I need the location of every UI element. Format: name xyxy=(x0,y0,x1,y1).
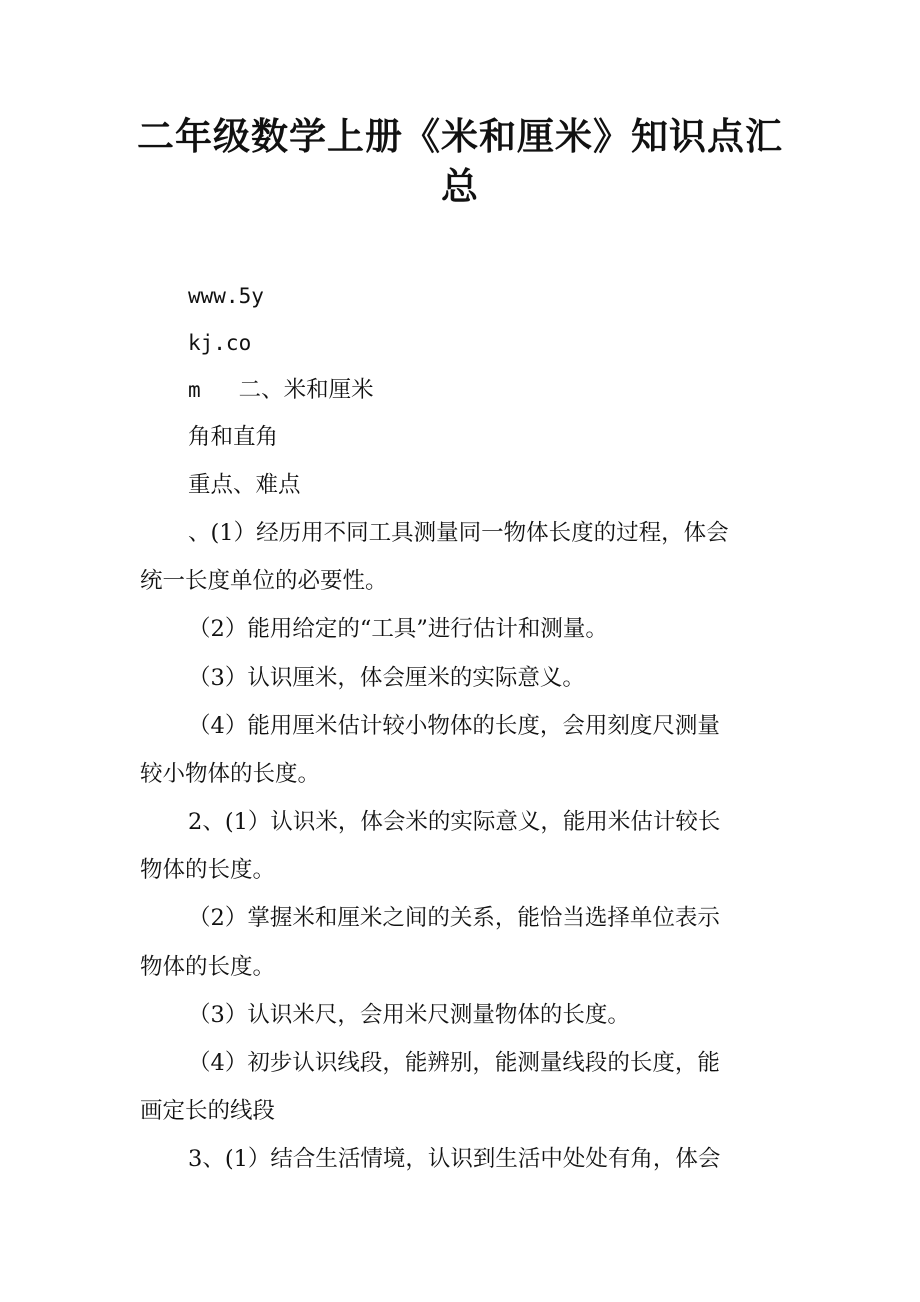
paragraph-line: （3）认识米尺，会用米尺测量物体的长度。 xyxy=(188,1002,630,1028)
key-points-heading: 重点、难点 xyxy=(188,472,301,498)
paragraph-line: 2、(1）认识米，体会米的实际意义，能用米估计较长 xyxy=(188,809,721,835)
section-heading-line xyxy=(188,374,374,406)
paragraph-line: （4）初步认识线段，能辨别，能测量线段的长度，能 xyxy=(188,1050,720,1076)
paragraph-line: 物体的长度。 xyxy=(140,954,276,980)
url-fragment-1: www.5y xyxy=(188,284,264,308)
url-fragment-2: kj.co xyxy=(188,331,252,355)
paragraph-line: （4）能用厘米估计较小物体的长度，会用刻度尺测量 xyxy=(188,713,720,739)
section-heading: 二、米和厘米 xyxy=(238,377,374,403)
paragraph-line: 统一长度单位的必要性。 xyxy=(140,568,388,594)
paragraph-line: 物体的长度。 xyxy=(140,857,276,883)
paragraph-line: 3、(1）结合生活情境，认识到生活中处处有角，体会 xyxy=(188,1146,721,1172)
paragraph-line: （2）能用给定的“工具”进行估计和测量。 xyxy=(188,616,608,642)
url-fragment-3: m xyxy=(188,378,201,402)
paragraph-line: 、(1）经历用不同工具测量同一物体长度的过程，体会 xyxy=(188,520,729,546)
paragraph-line: 画定长的线段 xyxy=(140,1098,276,1124)
paragraph-line: （2）掌握米和厘米之间的关系，能恰当选择单位表示 xyxy=(188,905,720,931)
paragraph-line: 较小物体的长度。 xyxy=(140,761,321,787)
paragraph-line: （3）认识厘米，体会厘米的实际意义。 xyxy=(188,665,585,691)
subsection-heading: 角和直角 xyxy=(188,424,279,450)
document-title: 二年级数学上册《米和厘米》知识点汇总 xyxy=(137,115,783,208)
